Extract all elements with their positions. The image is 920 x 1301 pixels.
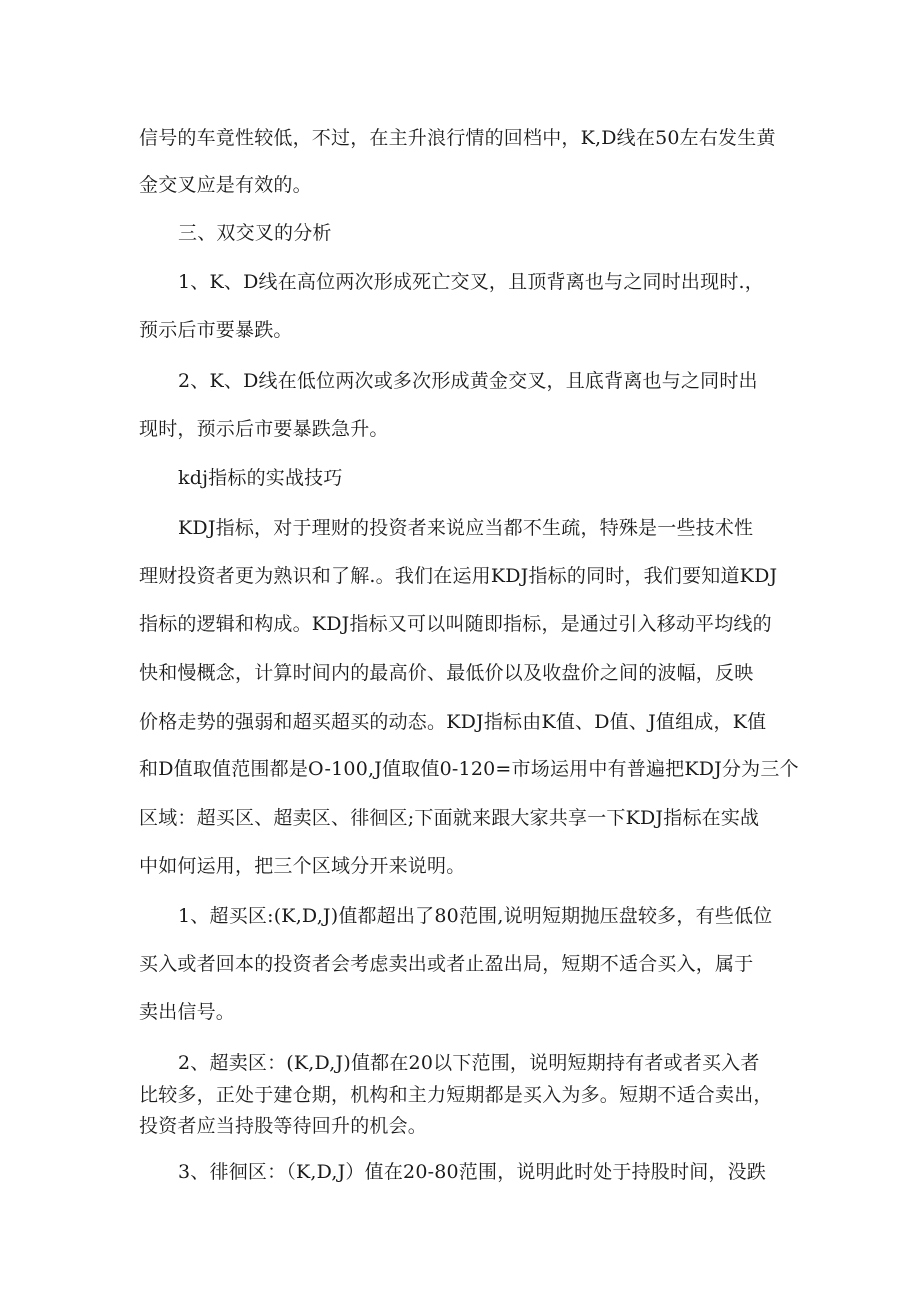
text-line: 1、K、D线在高位两次形成死亡交叉，且顶背离也与之同时出现时.，	[178, 271, 764, 293]
section-heading: 三、双交叉的分析	[178, 222, 332, 244]
text-line: 买入或者回本的投资者会考虑卖出或者止盈出局，短期不适合买入，属于	[139, 953, 754, 975]
section-heading: kdj指标的实战技巧	[178, 467, 343, 489]
text-line: 卖出信号。	[139, 1001, 236, 1023]
text-line: 理财投资者更为熟识和了解.。我们在运用KDJ指标的同时，我们要知道KDJ	[139, 565, 778, 587]
text-line: 快和慢概念，计算时间内的最高价、最低价以及收盘价之间的波幅，反映	[139, 662, 754, 684]
text-line: 和D值取值范围都是O-100,J值取值0-120=市场运用中有普遍把KDJ分为三个	[139, 758, 799, 780]
text-line: 3、徘徊区：（K,D,J）值在20-80范围，说明此时处于持股时间，没跌	[178, 1161, 767, 1183]
text-line: 现时，预示后市要暴跌急升。	[139, 418, 389, 440]
text-line: 指标的逻辑和构成。KDJ指标又可以叫随即指标，是通过引入移动平均线的	[139, 613, 772, 635]
text-line: 1、超买区:(K,D,J)值都超出了80范围,说明短期抛压盘较多，有些低位	[178, 905, 773, 927]
text-line: 2、K、D线在低位两次或多次形成黄金交叉，且底背离也与之同时出	[178, 370, 758, 392]
text-line: 区域：超买区、超卖区、徘徊区;下面就来跟大家共享一下KDJ指标在实战	[139, 807, 760, 829]
text-line: 预示后市要暴跌。	[139, 319, 293, 341]
text-line: 价格走势的强弱和超买超买的动态。KDJ指标由K值、D值、J值组成，K值	[139, 711, 767, 733]
text-line: 信号的车竟性较低，不过，在主升浪行情的回档中，K,D线在50左右发生黄	[139, 127, 776, 149]
text-line: KDJ指标，对于理财的投资者来说应当都不生疏，特殊是一些技术性	[178, 517, 754, 539]
text-line: 金交叉应是有效的。	[139, 174, 312, 196]
text-line: 2、超卖区：(K,D,J)值都在20以下范围，说明短期持有者或者买入者	[178, 1052, 760, 1074]
text-line: 中如何运用，把三个区域分开来说明。	[139, 855, 466, 877]
text-line: 投资者应当持股等待回升的机会。	[139, 1115, 428, 1137]
text-line: 比较多，正处于建仓期，机构和主力短期都是买入为多。短期不适合卖出，	[139, 1084, 773, 1106]
